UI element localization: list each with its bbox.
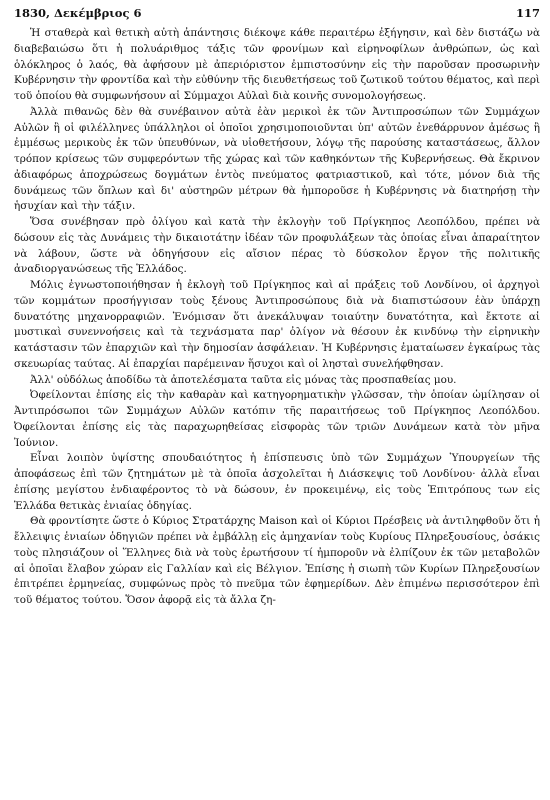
body-text — [14, 26, 540, 609]
paragraph: Θὰ φροντίσητε ὥστε ὁ Κύριος Στρατάρχης Maison καὶ οἱ Κύριοι Πρέσβεις νὰ ἀντιληφθοῦν ὅτι ἡ ἔλλειψις ἑνιαίων ὁδηγιῶν πρέπει νὰ ἐμβάλλῃ εἰς ἀμηχανίαν τοὺς Κυρίους Πληρεξουσίους, ὁσάκις τοὺς πλησιάζουν οἱ Ἕλληνες διὰ νὰ τοὺς ἐρωτήσουν τί ἠμποροῦν νὰ ἐλπίζουν ἐκ τῶν μεταβολῶν αἱ ὁποῖαι ἔλαβον χώραν εἰς Γαλλίαν καὶ εἰς Βέλγιον. Ἐπίσης ἡ σιωπὴ τῶν Κυρίων Πληρεξουσίων ἐπιτρέπει ἑρμηνείας, συμφώνως πρὸς τὸ πνεῦμα τῶν ἐφημερίδων. Δὲν ἐπιμένω περισσότερον ἐπὶ τοῦ θέματος τούτου. Ὅσον ἀφορᾷ εἰς τὰ ἄλλα ζη- — [14, 515, 540, 606]
paragraph: Ὅσα συνέβησαν πρὸ ὀλίγου καὶ κατὰ τὴν ἐκλογὴν τοῦ Πρίγκηπος Λεοπόλδου, πρέπει νὰ δώσουν εἰς τὰς Δυνάμεις τὴν δικαιοτάτην ἰδέαν τῶν προφυλάξεων τὰς ὁποίας εἶναι ἀπαραίτητον νὰ λάβουν, ὥστε νὰ ὁδηγήσουν εἰς αἴσιον πέρας τὸ δύσκολον ἔργον τῆς πολιτικῆς ἀναδιοργανώσεως τῆς Ἑλλάδος. — [14, 216, 540, 276]
paragraph: Ἀλλ' οὐδόλως ἀποδίδω τὰ ἀποτελέσματα ταῦτα εἰς μόνας τὰς προσπαθείας μου. — [30, 373, 457, 386]
running-header — [14, 6, 540, 20]
page-number: 117 — [515, 6, 540, 20]
paragraph: Ὀφείλονται ἐπίσης εἰς τὴν καθαρὰν καὶ κατηγορηματικὴν γλῶσσαν, τὴν ὁποίαν ὡμίλησαν οἱ Ἀντιπρόσωποι τῶν Συμμάχων Αὐλῶν κατόπιν τῆς παραιτήσεως τοῦ Πρίγκηπος Λεοπόλδου. Ὀφείλονται ἐπίσης εἰς τὰς παραχωρηθείσας εἰσφορὰς τῶν τριῶν Δυνάμεων κατὰ τὸν μῆνα Ἰούνιον. — [14, 389, 540, 449]
header-date: 1830, Δεκέμβριος 6 — [14, 6, 142, 20]
paragraph: Εἶναι λοιπὸν ὑψίστης σπουδαιότητος ἡ ἐπίσπευσις ὑπὸ τῶν Συμμάχων Ὑπουργείων τῆς ἀποφάσεως ἐπὶ τῶν ζητημάτων μὲ τὰ ὁποῖα ἀσχολεῖται ἡ Διάσκεψις τοῦ Λονδίνου· ἀλλὰ εἶναι ἐπίσης μεγίστου ἐνδιαφέροντος τὸ νὰ δώσουν, ἐν προκειμένῳ, εἰς τοὺς Ἐπιτρόπους των εἰς Ἑλλάδα θετικὰς ἑνιαίας ὁδηγίας. — [14, 452, 540, 512]
paragraph: Μόλις ἐγνωστοποιήθησαν ἡ ἐκλογὴ τοῦ Πρίγκηπος καὶ αἱ πράξεις τοῦ Λονδίνου, οἱ ἀρχηγοὶ τῶν κομμάτων προσήγγισαν τοὺς ξένους Ἀντιπροσώπους διὰ νὰ διαπιστώσουν ἐὰν ὑπάρχῃ δυνατότης μηχανορραφιῶν. Ἐνόμισαν ὅτι ἀνεκάλυψαν τοιαύτην δυνατότητα, καὶ ἔκτοτε αἱ μυστικαὶ συνεννοήσεις καὶ τὰ τεχνάσματα παρ' ὀλίγον νὰ θέσουν ἐκ κινδύνῳ τὴν εἰρηνικὴν κατάστασιν τῶν ἐπαρχιῶν καὶ τὴν δημοσίαν ἀσφάλειαν. Ἡ Κυβέρνησις ἐματαίωσεν ἐγκαίρως τὰς σκευωρίας ταύτας. Αἱ ἐπαρχίαι παρέμειναν ἥσυχοι καὶ οἱ λησταὶ συνελήφθησαν. — [14, 279, 540, 370]
paragraph: Ἀλλὰ πιθανῶς δὲν θὰ συνέβαινον αὐτὰ ἐὰν μερικοὶ ἐκ τῶν Ἀντιπροσώπων τῶν Συμμάχων Αὐλῶν ἢ οἱ φιλέλληνες ὑπάλληλοι οἱ ὁποῖοι χρησιμοποιοῦνται ὑπ' αὐτῶν ἐνεθάρρυνον ἀμέσως ἢ ἐμμέσως μερικοὺς ἐκ τῶν ὑπευθύνων, νὰ υἱοθετήσουν, λόγῳ τῆς παρούσης καταστάσεως, ἄλλον τρόπον κρίσεως τῶν συμφερόντων τῆς χώρας καὶ τῶν καθηκόντων τῆς Κυβερνήσεως. Θὰ ἔκρινον ἀδιαφόρως ἀποχρώσεως δογμάτων ἐντὸς πνεύματος φατριαστικοῦ, καὶ τότε, μόνον διὰ τῆς δυνάμεως τῶν ὅπλων καὶ δι' αὐστηρῶν μέτρων θὰ ἠμποροῦσε ἡ Κυβέρνησις νὰ διατηρήσῃ τὴν ἡσυχίαν καὶ τὴν τάξιν. — [14, 105, 540, 213]
paragraph: Ἡ σταθερὰ καὶ θετικὴ αὐτὴ ἀπάντησις διέκοψε κάθε περαιτέρω ἐξήγησιν, καὶ δὲν διστάζω νὰ διαβεβαιώσω ὅτι ἡ πολυάριθμος τάξις τῶν φρονίμων καὶ εἰρηνοφίλων ἀνθρώπων, ὡς καὶ ὁλόκληρος ὁ λαός, θὰ ἀφήσουν μὲ ἀπεριόριστον ἐμπιστοσύνην εἰς τὴν παροῦσαν προσωρινὴν Κυβέρνησιν τὴν φροντίδα καὶ τὴν εὐθύνην τῆς διευθετήσεως τοῦ ζωτικοῦ τούτου θέματος, καὶ περὶ τοῦ ὁποίου θὰ συμφωνήσουν αἱ Σύμμαχοι Αὐλαὶ διὰ κοινῆς συνομολογήσεως. — [14, 27, 540, 102]
